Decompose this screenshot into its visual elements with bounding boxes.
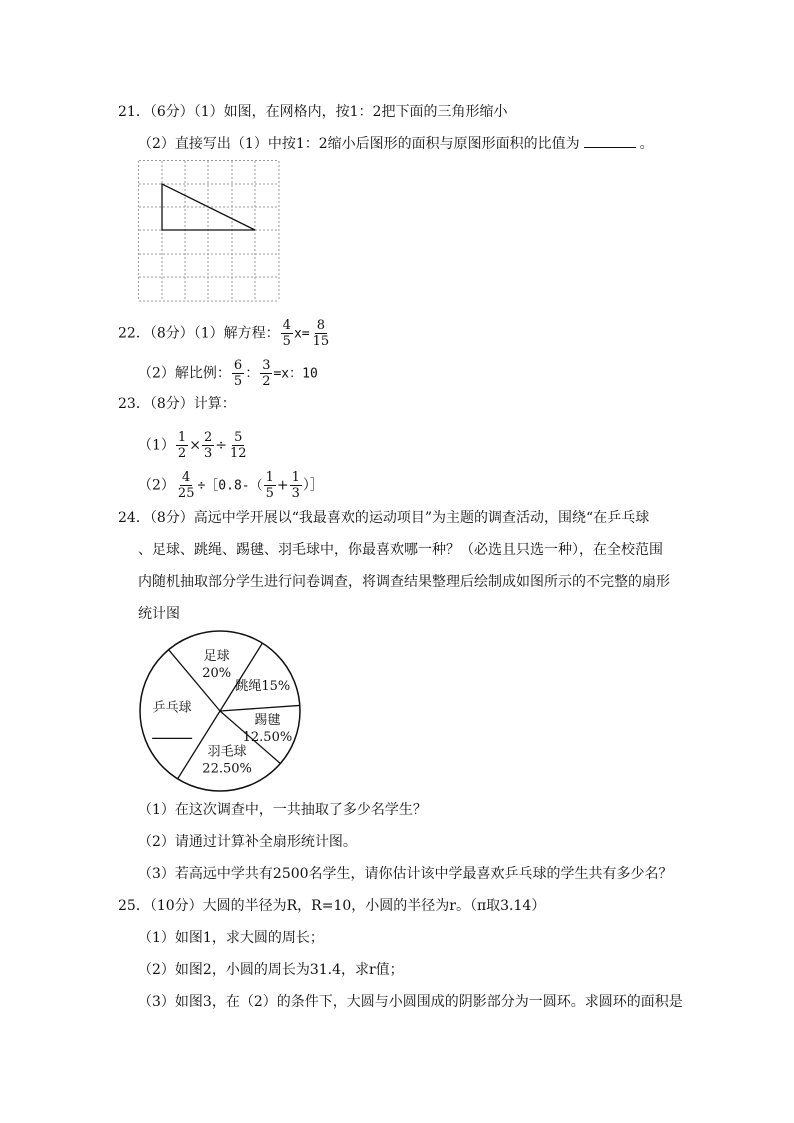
fraction: $\frac{3}{2}$: [262, 358, 271, 389]
fraction: $\frac{8}{15}$: [312, 318, 330, 349]
answer-blank[interactable]: [584, 135, 636, 148]
pie-slice-label: 羽毛球: [207, 744, 247, 760]
pie-slice-label: 足球: [203, 649, 230, 665]
fraction: $\frac{1}{5}$: [265, 470, 274, 501]
q24-line1: 24．（8分）高远中学开展以“我最喜欢的运动项目”为主题的调查活动，围绕“在乒乓球: [118, 510, 650, 526]
q25-sub3: （3）如图3，在（2）的条件下，大圆与小圆围成的阴影部分为一圆环。求圆环的面积是: [138, 994, 683, 1010]
q22-line2: （2）解比例： $\frac{6}{5}$ ： $\frac{3}{2}$ =x：10: [138, 358, 318, 389]
q23-line3: （2） $\frac{4}{25}$ ÷［0.8-（ $\frac{1}{5}$ + $\frac{1}{3}$ ）］: [138, 470, 324, 501]
q23-line1: 23．（8分）计算：: [118, 396, 236, 412]
fraction: $\frac{4}{25}$: [177, 470, 195, 501]
fraction: $\frac{5}{12}$: [229, 430, 247, 461]
q21-line2: （2）直接写出（1）中按1：2缩小后图形的面积与原图形面积的比值为 。: [138, 136, 654, 152]
pie-slice-value: 12.50%: [242, 729, 293, 745]
q25-line1: 25．（10分）大圆的半径为R，R=10，小圆的半径为r。（π取3.14）: [118, 898, 546, 914]
pie-slice-value: 22.50%: [202, 761, 252, 777]
pie-chart: [136, 630, 304, 792]
q25-sub1: （1）如图1，求大圆的周长；: [138, 930, 324, 946]
q24-line2: 、足球、跳绳、踢毽、羽毛球中，你最喜欢哪一种？（必选且只选一种），在全校范围: [138, 542, 663, 558]
fraction: $\frac{1}{3}$: [291, 470, 300, 501]
pie-slice-value: 20%: [202, 666, 232, 682]
q23-line2: （1） $\frac{1}{2}$ × $\frac{2}{3}$ ÷ $\frac{5}{12}$: [138, 430, 247, 461]
fraction: $\frac{1}{2}$: [177, 430, 187, 461]
pie-slice-label: 踢毽: [254, 712, 281, 728]
q25-sub2: （2）如图2，小圆的周长为31.4，求r值；: [138, 962, 404, 978]
pie-slice-label: 跳绳15%: [235, 679, 291, 695]
q24-sub1: （1）在这次调查中，一共抽取了多少名学生？: [138, 802, 427, 818]
q24-line4: 统计图: [138, 606, 180, 622]
q22-line1: 22．（8分）（1）解方程： $\frac{4}{5}$ x= $\frac{8}{15}$: [118, 318, 330, 349]
q24-sub2: （2）请通过计算补全扇形统计图。: [138, 834, 357, 850]
fraction: $\frac{4}{5}$: [282, 318, 291, 349]
pie-slice-boundary: [220, 705, 300, 711]
grid-figure: [138, 160, 280, 302]
q24-line3: 内随机抽取部分学生进行问卷调查，将调查结果整理后绘制成如图所示的不完整的扇形: [138, 574, 670, 590]
fraction: $\frac{6}{5}$: [233, 358, 243, 389]
q21-line1: 21．（6分）（1）如图，在网格内，按1：2把下面的三角形缩小: [118, 104, 508, 120]
q24-sub3: （3）若高远中学共有2500名学生，请你估计该中学最喜欢乒乓球的学生共有多少名？: [138, 866, 673, 882]
fraction: $\frac{2}{3}$: [203, 430, 213, 461]
pie-slice-label: 乒乓球: [152, 700, 192, 716]
